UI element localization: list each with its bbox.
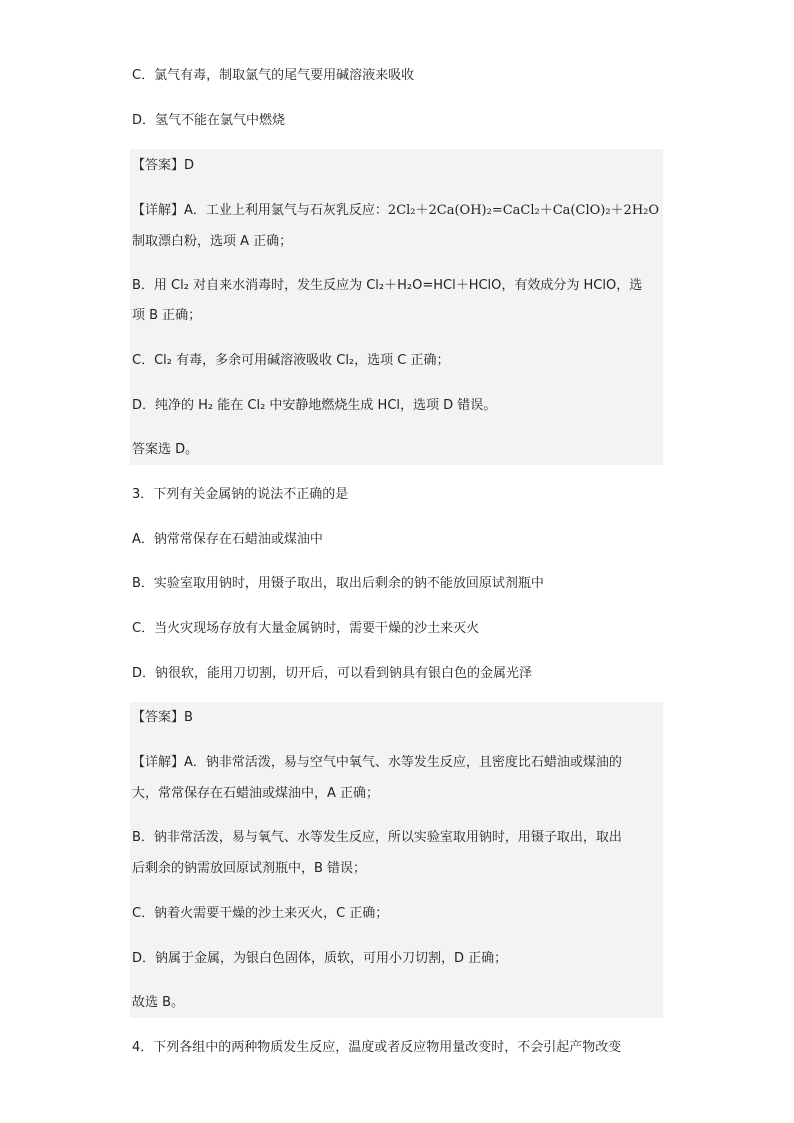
detail-text: A．工业上利用氯气与石灰乳反应： (184, 203, 388, 218)
q3-option-b: B．实验室取用钠时，用镊子取出，取出后剩余的钠不能放回原试剂瓶中 (132, 576, 544, 591)
detail-label: 【详解】 (132, 755, 185, 770)
q2-detail-b-line2: 项 B 正确； (132, 308, 202, 323)
chemical-equation: 2Cl₂＋2Ca(OH)₂=CaCl₂＋Ca(ClO)₂＋2H₂O (387, 203, 660, 218)
q2-detail-c: C．Cl₂ 有毒，多余可用碱溶液吸收 Cl₂，选项 C 正确； (132, 353, 450, 368)
q3-conclusion: 故选 B。 (132, 995, 185, 1010)
q3-detail-b-line2: 后剩余的钠需放回原试剂瓶中，B 错误； (132, 861, 367, 876)
q3-option-c: C．当火灾现场存放有大量金属钠时，需要干燥的沙土来灭火 (132, 621, 480, 636)
q2-detail-a-line2: 制取漂白粉，选项 A 正确； (132, 234, 293, 249)
q4-stem: 4．下列各组中的两种物质发生反应，温度或者反应物用量改变时，不会引起产物改变 (132, 1040, 622, 1055)
detail-text: A．钠非常活泼，易与空气中氧气、水等发生反应，且密度比石蜡油或煤油的 (184, 755, 622, 770)
answer-label: 【答案】 (132, 710, 185, 725)
q3-detail-b-line1: B．钠非常活泼，易与氧气、水等发生反应，所以实验室取用钠时，用镊子取出，取出 (132, 830, 622, 845)
q3-detail-d: D．钠属于金属，为银白色固体，质软，可用小刀切割，D 正确； (132, 951, 508, 966)
answer-value: B (184, 710, 193, 725)
detail-label: 【详解】 (132, 203, 185, 218)
q2-conclusion: 答案选 D。 (132, 442, 199, 457)
q3-detail-c: C．钠着火需要干燥的沙土来灭火，C 正确； (132, 906, 389, 921)
q3-detail-a-line1 (132, 754, 662, 772)
q3-option-a: A．钠常常保存在石蜡油或煤油中 (132, 532, 323, 547)
q3-option-d: D．钠很软，能用刀切割，切开后，可以看到钠具有银白色的金属光泽 (132, 666, 533, 681)
q2-answer (132, 157, 662, 175)
q2-detail-d: D．纯净的 H₂ 能在 Cl₂ 中安静地燃烧生成 HCl，选项 D 错误。 (132, 398, 497, 413)
q3-answer (132, 709, 662, 727)
answer-label: 【答案】 (132, 158, 185, 173)
q3-stem: 3．下列有关金属钠的说法不正确的是 (132, 487, 349, 502)
q2-detail-b-line1: B．用 Cl₂ 对自来水消毒时，发生反应为 Cl₂＋H₂O=HCl＋HClO，有效成分为 HClO，选 (132, 278, 643, 293)
answer-value: D (184, 158, 195, 173)
q3-detail-a-line2: 大，常常保存在石蜡油或煤油中，A 正确； (132, 786, 380, 801)
q2-option-c: C．氯气有毒，制取氯气的尾气要用碱溶液来吸收 (132, 68, 415, 83)
q2-detail-a-line1 (132, 202, 662, 220)
q2-option-d: D．氢气不能在氯气中燃烧 (132, 113, 286, 128)
